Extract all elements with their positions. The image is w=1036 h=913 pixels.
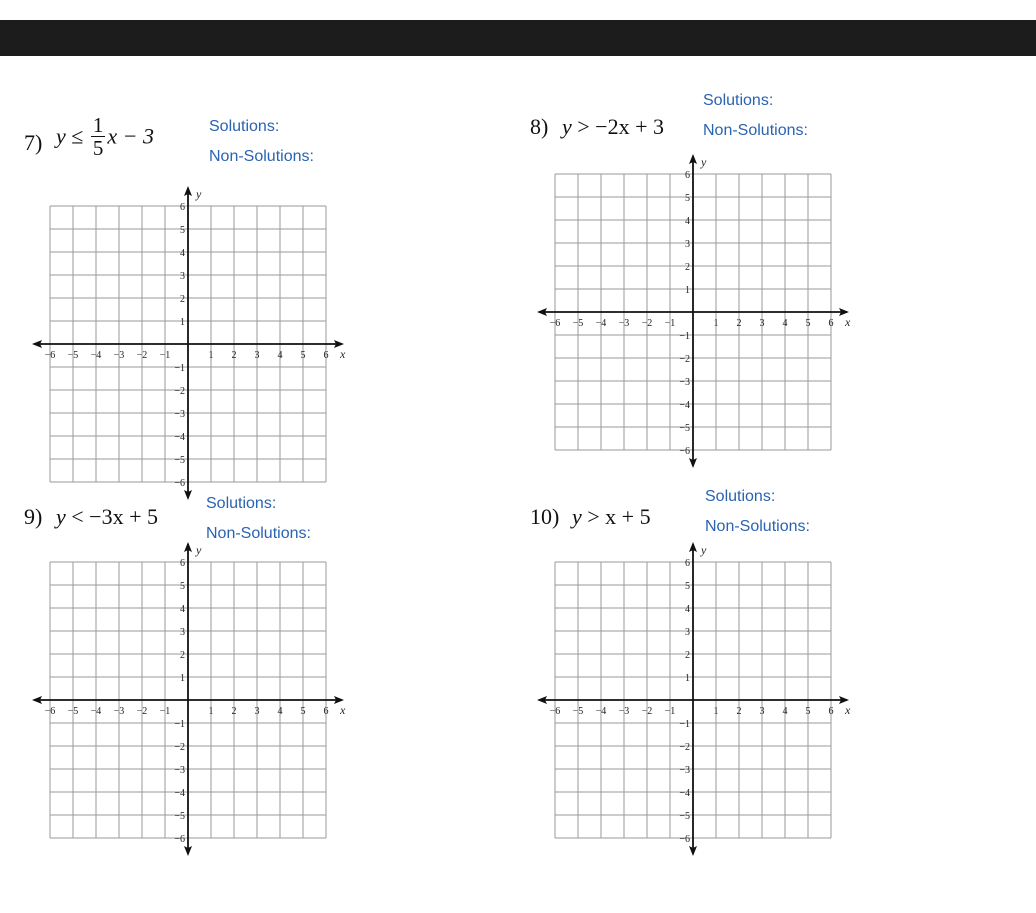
solutions-label: Solutions: [705, 488, 776, 505]
x-tick-label: −2 [136, 706, 148, 717]
equation-variable: y [56, 504, 66, 529]
x-tick-label: 5 [300, 350, 306, 361]
y-tick-label: 2 [180, 294, 185, 305]
x-tick-label: 6 [323, 706, 329, 717]
x-tick-label: 6 [828, 706, 834, 717]
problem-7-number: 7) [24, 130, 43, 155]
x-tick-label: −5 [572, 318, 584, 329]
y-tick-label: −6 [174, 834, 185, 845]
nonsolutions-label: Non-Solutions: [206, 525, 311, 542]
x-tick-label: 1 [713, 318, 719, 329]
problem-10-equation [572, 506, 651, 528]
equation-variable: y [572, 504, 582, 529]
x-tick-label: 3 [759, 318, 765, 329]
equation-operator: ≤ [71, 123, 84, 149]
x-tick-label: −6 [44, 350, 56, 361]
coordinate-grid-8[interactable] [535, 152, 865, 472]
solutions-label: Solutions: [703, 92, 774, 109]
x-tick-label: −4 [595, 318, 607, 329]
coordinate-grid-7[interactable] [30, 184, 360, 504]
y-tick-label: −4 [679, 400, 690, 411]
x-tick-label: −6 [44, 706, 56, 717]
problem-8-number: 8) [530, 114, 549, 139]
coordinate-grid-9[interactable] [30, 540, 360, 860]
x-axis-label: x [845, 703, 851, 717]
x-tick-label: −6 [549, 706, 561, 717]
y-tick-label: 2 [685, 262, 690, 273]
x-tick-label: 5 [805, 318, 811, 329]
x-tick-label: 1 [208, 350, 214, 361]
x-tick-label: −3 [113, 706, 125, 717]
y-tick-label: 6 [685, 558, 690, 569]
nonsolutions-label: Non-Solutions: [209, 148, 314, 165]
equation-expression: > x + 5 [587, 504, 651, 529]
x-tick-label: 2 [736, 318, 742, 329]
fraction-numerator: 1 [92, 113, 104, 137]
solutions-label: Solutions: [209, 118, 280, 135]
equation-variable: y [562, 114, 572, 139]
equation-fraction [91, 114, 106, 159]
x-tick-label: 2 [231, 706, 237, 717]
y-tick-label: 5 [180, 581, 185, 592]
x-tick-label: −1 [159, 350, 171, 361]
top-bar [0, 20, 1036, 56]
y-axis-label: y [196, 543, 202, 557]
y-tick-label: 6 [180, 202, 185, 213]
y-tick-label: −1 [679, 331, 690, 342]
equation-rest: x − 3 [107, 123, 154, 149]
solutions-label: Solutions: [206, 495, 277, 512]
x-tick-label: 3 [759, 706, 765, 717]
y-tick-label: 3 [180, 627, 185, 638]
y-tick-label: 1 [180, 317, 185, 328]
x-axis-label: x [340, 703, 346, 717]
x-tick-label: 3 [254, 350, 260, 361]
y-tick-label: 4 [180, 604, 185, 615]
problem-9-equation [56, 506, 158, 528]
equation-expression: < −3x + 5 [71, 504, 158, 529]
nonsolutions-label: Non-Solutions: [705, 518, 810, 535]
y-tick-label: −5 [679, 811, 690, 822]
fraction-denominator: 5 [92, 136, 104, 161]
y-tick-label: 2 [180, 650, 185, 661]
y-tick-label: 4 [180, 248, 185, 259]
y-axis-label: y [701, 543, 707, 557]
problem-9-number: 9) [24, 504, 43, 529]
x-tick-label: −2 [136, 350, 148, 361]
x-tick-label: −4 [90, 350, 102, 361]
y-tick-label: 5 [685, 193, 690, 204]
y-tick-label: −6 [174, 478, 185, 489]
problem-10-number: 10) [530, 504, 560, 529]
y-tick-label: 3 [685, 239, 690, 250]
x-tick-label: 4 [277, 706, 283, 717]
x-tick-label: −3 [618, 318, 630, 329]
y-tick-label: 4 [685, 216, 690, 227]
y-tick-label: 1 [685, 285, 690, 296]
equation-expression: > −2x + 3 [577, 114, 664, 139]
y-tick-label: −3 [174, 409, 185, 420]
x-tick-label: −1 [664, 318, 676, 329]
x-tick-label: 4 [277, 350, 283, 361]
problem-8-equation [562, 116, 664, 138]
y-tick-label: −3 [679, 377, 690, 388]
y-axis-label: y [701, 155, 707, 169]
x-tick-label: −1 [664, 706, 676, 717]
y-tick-label: 3 [685, 627, 690, 638]
x-tick-label: −1 [159, 706, 171, 717]
x-tick-label: −5 [67, 706, 79, 717]
y-tick-label: −1 [174, 719, 185, 730]
x-tick-label: −2 [641, 318, 653, 329]
y-tick-label: −5 [679, 423, 690, 434]
nonsolutions-label: Non-Solutions: [703, 122, 808, 139]
x-tick-label: −4 [595, 706, 607, 717]
y-tick-label: −2 [174, 742, 185, 753]
x-tick-label: 1 [208, 706, 214, 717]
y-tick-label: −5 [174, 811, 185, 822]
y-tick-label: −2 [174, 386, 185, 397]
x-tick-label: 4 [782, 706, 788, 717]
y-tick-label: 1 [180, 673, 185, 684]
x-tick-label: 5 [300, 706, 306, 717]
x-tick-label: 2 [736, 706, 742, 717]
x-tick-label: −5 [572, 706, 584, 717]
x-axis-label: x [340, 347, 346, 361]
y-tick-label: −4 [174, 788, 185, 799]
y-tick-label: −6 [679, 446, 690, 457]
y-tick-label: −4 [174, 432, 185, 443]
equation-variable: y [56, 123, 66, 149]
y-tick-label: 1 [685, 673, 690, 684]
y-tick-label: 2 [685, 650, 690, 661]
y-tick-label: −1 [679, 719, 690, 730]
x-tick-label: 4 [782, 318, 788, 329]
y-tick-label: −2 [679, 742, 690, 753]
x-axis-label: x [845, 315, 851, 329]
x-tick-label: 6 [828, 318, 834, 329]
y-tick-label: 4 [685, 604, 690, 615]
y-tick-label: −4 [679, 788, 690, 799]
x-tick-label: −3 [113, 350, 125, 361]
y-tick-label: −5 [174, 455, 185, 466]
y-tick-label: −2 [679, 354, 690, 365]
y-tick-label: 5 [685, 581, 690, 592]
y-axis-label: y [196, 187, 202, 201]
x-tick-label: 2 [231, 350, 237, 361]
x-tick-label: −2 [641, 706, 653, 717]
y-tick-label: 5 [180, 225, 185, 236]
x-tick-label: 1 [713, 706, 719, 717]
y-tick-label: 6 [685, 170, 690, 181]
coordinate-grid-10[interactable] [535, 540, 865, 860]
x-tick-label: −6 [549, 318, 561, 329]
y-tick-label: 3 [180, 271, 185, 282]
x-tick-label: −5 [67, 350, 79, 361]
x-tick-label: 3 [254, 706, 260, 717]
y-tick-label: −6 [679, 834, 690, 845]
x-tick-label: 5 [805, 706, 811, 717]
x-tick-label: 6 [323, 350, 329, 361]
y-tick-label: −3 [679, 765, 690, 776]
x-tick-label: −3 [618, 706, 630, 717]
y-tick-label: 6 [180, 558, 185, 569]
y-tick-label: −3 [174, 765, 185, 776]
problem-7-equation [56, 113, 154, 161]
y-tick-label: −1 [174, 363, 185, 374]
x-tick-label: −4 [90, 706, 102, 717]
